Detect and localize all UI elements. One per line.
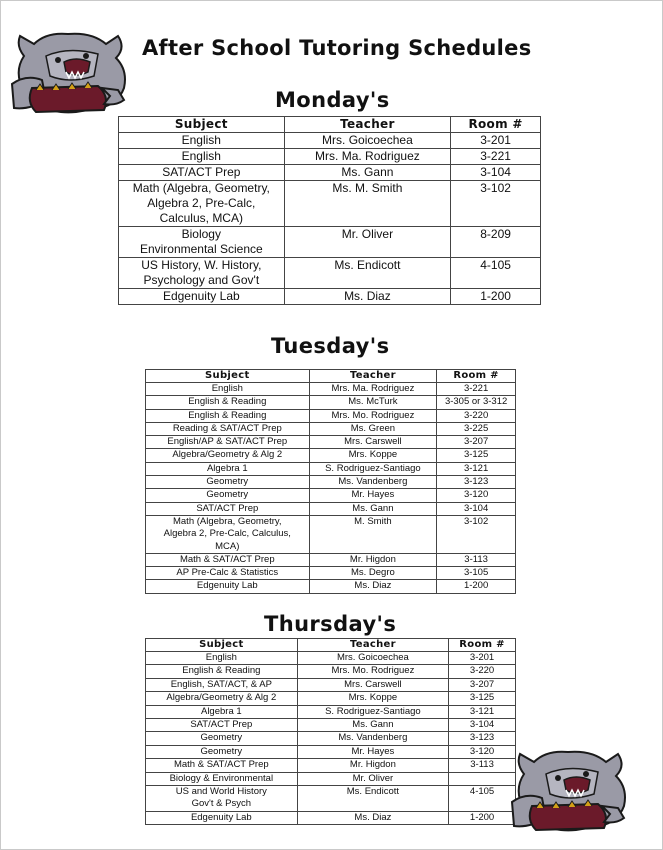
room-cell: 3-123 (449, 732, 516, 745)
table-row (146, 515, 516, 553)
room-cell: 3-305 or 3-312 (437, 396, 516, 409)
room-cell: 3-121 (437, 462, 516, 475)
table-header-row (146, 370, 516, 383)
room-cell: 3-123 (437, 476, 516, 489)
room-cell: 3-104 (437, 502, 516, 515)
subject-cell: Biology Environmental Science (119, 227, 285, 258)
teacher-cell: Ms. Green (309, 422, 437, 435)
column-header-subject: Subject (146, 370, 310, 383)
room-cell: 3-113 (449, 759, 516, 772)
table-row (119, 181, 541, 227)
subject-cell: Reading & SAT/ACT Prep (146, 422, 310, 435)
teacher-cell: Mrs. Koppe (309, 449, 437, 462)
teacher-cell: Ms. Vandenberg (297, 732, 449, 745)
teacher-cell: Ms. Diaz (297, 811, 449, 824)
room-cell: 3-207 (449, 678, 516, 691)
table-row (146, 476, 516, 489)
room-cell: 3-125 (449, 692, 516, 705)
subject-cell: Geometry (146, 489, 310, 502)
teacher-cell: Mr. Oliver (297, 772, 449, 785)
teacher-cell: Mrs. Goicoechea (297, 652, 449, 665)
table-row (146, 489, 516, 502)
room-cell: 3-120 (437, 489, 516, 502)
table-row (146, 745, 516, 758)
table-row (146, 719, 516, 732)
teacher-cell: S. Rodriguez-Santiago (297, 705, 449, 718)
column-header-subject: Subject (146, 639, 298, 652)
teacher-cell: Ms. Degro (309, 567, 437, 580)
teacher-cell: Mr. Higdon (309, 553, 437, 566)
teacher-cell: Mrs. Koppe (297, 692, 449, 705)
document-title: After School Tutoring Schedules (142, 36, 532, 60)
teacher-cell: Mrs. Mo. Rodriguez (297, 665, 449, 678)
teacher-cell: Mrs. Ma. Rodriguez (284, 149, 451, 165)
table-row (119, 289, 541, 305)
teacher-cell: Ms. Endicott (284, 258, 451, 289)
subject-cell: Edgenuity Lab (119, 289, 285, 305)
subject-cell: Math & SAT/ACT Prep (146, 759, 298, 772)
room-cell: 3-102 (451, 181, 541, 227)
table-row (119, 149, 541, 165)
bulldog-mascot-logo-bottom (506, 744, 640, 836)
subject-cell: Geometry (146, 745, 298, 758)
column-header-room: Room # (437, 370, 516, 383)
teacher-cell: Mr. Hayes (309, 489, 437, 502)
room-cell: 1-200 (451, 289, 541, 305)
teacher-cell: Mrs. Carswell (297, 678, 449, 691)
subject-cell: Algebra 1 (146, 705, 298, 718)
table-header-row (146, 639, 516, 652)
subject-cell: Biology & Environmental (146, 772, 298, 785)
teacher-cell: Ms. Endicott (297, 786, 449, 812)
teacher-cell: Ms. Gann (309, 502, 437, 515)
column-header-teacher: Teacher (309, 370, 437, 383)
room-cell: 3-221 (437, 383, 516, 396)
subject-cell: US History, W. History, Psychology and Gov't (119, 258, 285, 289)
monday-heading: Monday's (275, 88, 390, 112)
room-cell: 4-105 (451, 258, 541, 289)
subject-cell: AP Pre-Calc & Statistics (146, 567, 310, 580)
room-cell: 3-104 (451, 165, 541, 181)
subject-cell: SAT/ACT Prep (146, 502, 310, 515)
subject-cell: Math (Algebra, Geometry, Algebra 2, Pre-Calc, Calculus, MCA) (146, 515, 310, 553)
teacher-cell: Ms. Diaz (309, 580, 437, 593)
table-row (146, 772, 516, 785)
teacher-cell: Ms. Gann (297, 719, 449, 732)
tuesday-schedule-table (145, 369, 516, 594)
subject-cell: English (119, 149, 285, 165)
room-cell: 3-201 (449, 652, 516, 665)
table-row (146, 580, 516, 593)
thursday-schedule-table (145, 638, 516, 825)
table-row (146, 436, 516, 449)
table-row (146, 383, 516, 396)
room-cell: 1-200 (449, 811, 516, 824)
room-cell: 3-221 (451, 149, 541, 165)
table-row (146, 396, 516, 409)
table-row (146, 786, 516, 812)
column-header-room: Room # (449, 639, 516, 652)
column-header-teacher: Teacher (284, 117, 451, 133)
subject-cell: English/AP & SAT/ACT Prep (146, 436, 310, 449)
room-cell: 3-220 (449, 665, 516, 678)
subject-cell: US and World History Gov't & Psych (146, 786, 298, 812)
teacher-cell: Ms. Gann (284, 165, 451, 181)
table-row (119, 165, 541, 181)
table-row (146, 409, 516, 422)
room-cell: 4-105 (449, 786, 516, 812)
subject-cell: Math (Algebra, Geometry, Algebra 2, Pre-Calc, Calculus, MCA) (119, 181, 285, 227)
teacher-cell: Mrs. Ma. Rodriguez (309, 383, 437, 396)
subject-cell: SAT/ACT Prep (146, 719, 298, 732)
room-cell: 3-225 (437, 422, 516, 435)
room-cell: 3-104 (449, 719, 516, 732)
table-row (146, 567, 516, 580)
table-row (119, 227, 541, 258)
table-row (146, 705, 516, 718)
room-cell: 8-209 (451, 227, 541, 258)
monday-schedule-table (118, 116, 541, 305)
room-cell: 3-105 (437, 567, 516, 580)
column-header-room: Room # (451, 117, 541, 133)
subject-cell: English, SAT/ACT, & AP (146, 678, 298, 691)
teacher-cell: Ms. M. Smith (284, 181, 451, 227)
bulldog-mascot-logo-top (6, 26, 140, 118)
subject-cell: English (146, 652, 298, 665)
teacher-cell: Ms. Diaz (284, 289, 451, 305)
subject-cell: Edgenuity Lab (146, 811, 298, 824)
subject-cell: Edgenuity Lab (146, 580, 310, 593)
teacher-cell: Mr. Higdon (297, 759, 449, 772)
column-header-teacher: Teacher (297, 639, 449, 652)
teacher-cell: S. Rodriguez-Santiago (309, 462, 437, 475)
table-row (146, 553, 516, 566)
teacher-cell: Ms. McTurk (309, 396, 437, 409)
table-row (146, 422, 516, 435)
subject-cell: English & Reading (146, 409, 310, 422)
subject-cell: Algebra/Geometry & Alg 2 (146, 449, 310, 462)
subject-cell: Math & SAT/ACT Prep (146, 553, 310, 566)
room-cell: 3-201 (451, 133, 541, 149)
subject-cell: Geometry (146, 732, 298, 745)
subject-cell: Algebra/Geometry & Alg 2 (146, 692, 298, 705)
room-cell: 3-102 (437, 515, 516, 553)
thursday-heading: Thursday's (264, 612, 397, 636)
teacher-cell: Ms. Vandenberg (309, 476, 437, 489)
table-row (146, 692, 516, 705)
teacher-cell: Mrs. Carswell (309, 436, 437, 449)
table-row (146, 759, 516, 772)
teacher-cell: Mrs. Mo. Rodriguez (309, 409, 437, 422)
table-header-row (119, 117, 541, 133)
subject-cell: English (146, 383, 310, 396)
table-row (146, 678, 516, 691)
teacher-cell: Mr. Hayes (297, 745, 449, 758)
subject-cell: English (119, 133, 285, 149)
table-row (146, 732, 516, 745)
subject-cell: Algebra 1 (146, 462, 310, 475)
subject-cell: SAT/ACT Prep (119, 165, 285, 181)
teacher-cell: Mr. Oliver (284, 227, 451, 258)
table-row (146, 665, 516, 678)
room-cell: 3-121 (449, 705, 516, 718)
table-row (146, 811, 516, 824)
teacher-cell: M. Smith (309, 515, 437, 553)
room-cell: 3-207 (437, 436, 516, 449)
table-row (146, 502, 516, 515)
table-row (146, 449, 516, 462)
teacher-cell: Mrs. Goicoechea (284, 133, 451, 149)
room-cell: 3-113 (437, 553, 516, 566)
table-row (119, 133, 541, 149)
tuesday-heading: Tuesday's (271, 334, 390, 358)
table-row (119, 258, 541, 289)
room-cell: 1-200 (437, 580, 516, 593)
room-cell: 3-220 (437, 409, 516, 422)
room-cell: 3-120 (449, 745, 516, 758)
table-row (146, 652, 516, 665)
subject-cell: English & Reading (146, 396, 310, 409)
room-cell: 3-125 (437, 449, 516, 462)
subject-cell: English & Reading (146, 665, 298, 678)
table-row (146, 462, 516, 475)
subject-cell: Geometry (146, 476, 310, 489)
column-header-subject: Subject (119, 117, 285, 133)
